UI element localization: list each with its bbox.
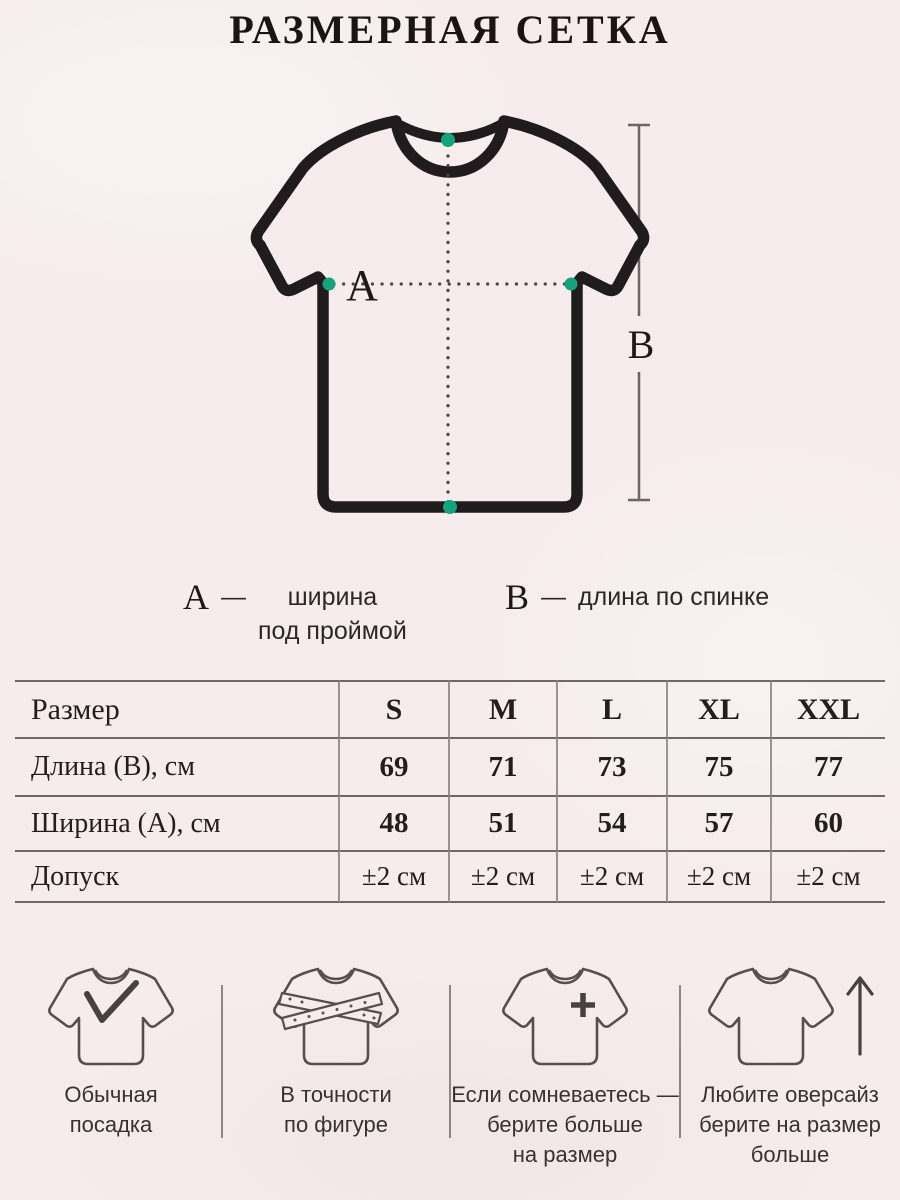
- tip-caption-line: берите больше: [487, 1112, 643, 1137]
- tips-divider: [679, 985, 681, 1138]
- legend-width-text-line1: ширина: [287, 583, 378, 611]
- size-column-header: XL: [668, 680, 772, 737]
- table-cell: 75: [668, 737, 772, 795]
- tshirt-plus-icon: [497, 962, 633, 1066]
- legend-width-text-line2: под проймой: [258, 617, 407, 645]
- legend-width-letter: А: [183, 577, 209, 617]
- tshirt-outline: [256, 121, 643, 507]
- table-cell: 48: [340, 795, 450, 850]
- tshirt-tape-icon: [268, 962, 404, 1066]
- legend-width: [183, 577, 407, 648]
- table-row-label: Ширина (А), см: [15, 795, 340, 850]
- table-cell: 60: [772, 795, 885, 850]
- size-column-header: M: [450, 680, 558, 737]
- tip-size-up-if-unsure: [450, 962, 680, 1170]
- table-cell: 73: [558, 737, 668, 795]
- size-table-header-label: Размер: [15, 680, 340, 737]
- length-measure-line: [628, 125, 650, 500]
- width-label: А: [346, 261, 378, 310]
- table-row-label: Длина (В), см: [15, 737, 340, 795]
- tshirt-measure-diagram: [225, 95, 675, 545]
- legend-length: [505, 577, 770, 617]
- tip-caption-line: по фигуре: [284, 1112, 388, 1137]
- table-cell: 54: [558, 795, 668, 850]
- tips-divider: [221, 985, 223, 1138]
- tip-caption-line: В точности: [280, 1082, 392, 1107]
- size-column-header: L: [558, 680, 668, 737]
- table-cell: 69: [340, 737, 450, 795]
- tip-caption-line: берите на размер: [699, 1112, 881, 1137]
- size-column-header: XXL: [772, 680, 885, 737]
- tip-caption-line: Любите оверсайз: [701, 1082, 879, 1107]
- legend-length-text: длина по спинке: [578, 583, 770, 611]
- table-cell: 71: [450, 737, 558, 795]
- table-cell: 57: [668, 795, 772, 850]
- tshirt-check-icon: [43, 962, 179, 1066]
- tip-oversize: [680, 962, 900, 1170]
- table-cell: 51: [450, 795, 558, 850]
- legend-width-dash: —: [221, 583, 246, 611]
- legend-length-letter: В: [505, 577, 530, 617]
- length-label: В: [627, 322, 655, 367]
- tip-caption-line: посадка: [69, 1112, 153, 1137]
- page-title: РАЗМЕРНАЯ СЕТКА: [229, 7, 671, 52]
- table-cell: 77: [772, 737, 885, 795]
- size-table: [15, 680, 885, 903]
- table-cell: ±2 см: [668, 850, 772, 903]
- tips-divider: [449, 985, 451, 1138]
- tip-caption-line: на размер: [512, 1142, 618, 1167]
- tip-caption-line: Если сомневаетесь —: [451, 1082, 679, 1107]
- tip-caption-line: больше: [750, 1142, 830, 1167]
- table-row-label: Допуск: [15, 850, 340, 903]
- table-cell: ±2 см: [558, 850, 668, 903]
- tip-regular-fit: [0, 962, 222, 1140]
- table-cell: ±2 см: [340, 850, 450, 903]
- size-column-header: S: [340, 680, 450, 737]
- table-cell: ±2 см: [772, 850, 885, 903]
- legend-length-dash: —: [541, 583, 567, 611]
- tshirt-arrow-icon: [703, 962, 877, 1066]
- tip-true-to-size: [222, 962, 450, 1140]
- tip-caption-line: Обычная: [64, 1082, 158, 1107]
- table-cell: ±2 см: [450, 850, 558, 903]
